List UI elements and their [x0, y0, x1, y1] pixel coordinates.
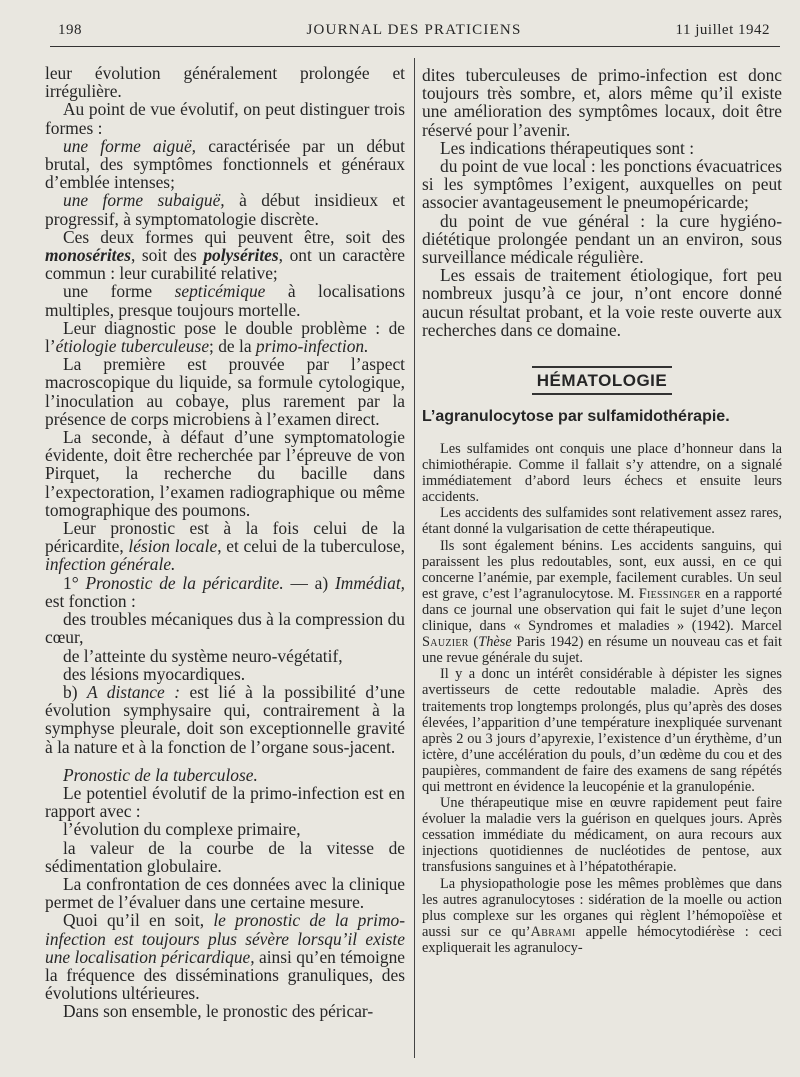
text: caractérisée par un début brutal, des symptômes fonctionnels et généraux d’emblée intenses; [45, 135, 405, 193]
author-name: Abrami [530, 923, 576, 940]
paragraph [422, 876, 782, 956]
text: à début insidieux et progressif, à symptomatologie discrète. [45, 190, 405, 229]
paragraph [45, 282, 405, 318]
author-name: Fiessinger [638, 585, 701, 602]
paragraph: de l’atteinte du système neuro-végétatif, [63, 645, 343, 666]
text: ainsi qu’en témoigne la fréquence des disséminations granuliques, des évolutions ultérieures. [45, 946, 405, 1004]
text: Leur pronostic est à la fois celui de la péricardite, [45, 518, 405, 557]
author-name: Sauzier [422, 634, 469, 651]
paragraph [45, 911, 405, 1002]
italic-text: Immédiat, [334, 572, 405, 593]
text: appelle hémocytodiérèse : ceci expliquerait les agranulocy- [422, 923, 783, 956]
italic-text: polysérites [203, 245, 279, 266]
text: ; de la [209, 336, 256, 357]
text: Leur diagnostic pose le double problème : de l’ [45, 317, 405, 357]
article-body [422, 441, 782, 956]
paragraph: des lésions myocardiques. [63, 663, 246, 684]
text: ( [468, 634, 479, 651]
italic-text: étiologie tuberculeuse [55, 336, 210, 357]
paragraph [422, 538, 782, 667]
paragraph [45, 228, 405, 283]
paragraph [45, 137, 405, 192]
italic-text: primo-infection. [255, 336, 369, 357]
paragraph: du point de vue local : les ponctions évacuatrices si les symptômes l’exigent, auxquelles on peut associer avantageusement le pneumopéricarde; [422, 156, 782, 213]
section-heading [422, 366, 782, 395]
issue-date: 11 juillet 1942 [675, 22, 770, 38]
text: en a rapporté dans ce journal une observation qui fait le sujet d’une leçon clinique, dans « Syndromes et maladies » (1942). Marcel [422, 585, 782, 635]
italic-text: Thèse [478, 634, 512, 651]
italic-text: le pronostic de la primo-infection est toujours plus sévère lorsqu’il existe une localisation péricardique, [45, 910, 405, 967]
italic-text: une forme subaiguë, [63, 190, 225, 211]
text: — a) [283, 572, 335, 593]
right-column-top [422, 66, 782, 339]
running-header [58, 22, 770, 44]
paragraph: la valeur de la courbe de la vitesse de sédimentation globulaire. [45, 837, 405, 876]
italic-text: infection générale. [45, 554, 176, 575]
text: une forme [63, 281, 175, 302]
paragraph [45, 574, 405, 610]
paragraph: Il y a donc un intérêt considérable à dépister les signes avertisseurs de cette redoutable maladie. Après des traitements trop longtemps prolongés, plus qu’après des doses élevées, l’apparition d’une température inexpliquée survenant après 2 ou 3 jours d’apyrexie, l’existence d’un érythème, d’un ictère, d’une accélération du pouls, d’un œdème du cou et des paupières, commandent de faire des examens de sang répétés qui mettront en évidence la leucopénie et la granulopénie. [422, 666, 782, 795]
section-title: HÉMATOLOGIE [536, 371, 668, 390]
paragraph: Une thérapeutique mise en œuvre rapidement peut faire évoluer la maladie vers la guérison en quelques jours. Après cessation immédiate du médicament, on aura recours aux injections quotidiennes de nucléotides de pentose, aux transfusions sanguines et à l’hépatothérapie. [422, 795, 782, 876]
paragraph [45, 191, 405, 227]
paragraph: Le potentiel évolutif de la primo-infection est en rapport avec : [45, 782, 405, 822]
paragraph: La première est prouvée par l’aspect macroscopique du liquide, sa formule cytologique, l’inoculation au cobaye, plus rarement par la présence de corps microbiens à l’examen direct. [45, 354, 405, 429]
paragraph: Dans son ensemble, le pronostic des péricar- [63, 1001, 374, 1022]
paragraph: Les essais de traitement étiologique, fort peu nombreux jusqu’à ce jour, n’ont encore donné aucun résultat probant, et la voie reste ouverte aux recherches dans ce domaine. [422, 265, 782, 340]
paragraph: dites tuberculeuses de primo-infection est donc toujours très sombre, et, alors même qu’il existe une amélioration des symptômes locaux, doit être réservé pour l’avenir. [422, 65, 782, 140]
text: b) [63, 681, 87, 702]
text: La physiopathologie pose les mêmes problèmes que dans les autres agranulocytoses : sidération de la moelle ou action plus complexe sur les organes qui règlent l’hémopoïèse et aussi sur ce qu’ [422, 875, 782, 940]
paragraph [45, 683, 405, 756]
paragraph: l’évolution du complexe primaire, [63, 819, 301, 840]
italic-text: une forme aiguë, [63, 135, 197, 156]
text: , soit des [131, 245, 204, 266]
text: Quoi qu’il en soit, [63, 910, 214, 931]
italic-text: septicémique [174, 281, 266, 302]
italic-text: monosérites [45, 245, 131, 266]
article-title: L’agranulocytose par sulfamidothérapie. [422, 408, 730, 425]
section-rule-bottom [532, 393, 672, 395]
left-column [45, 64, 405, 1021]
header-rule [50, 46, 780, 47]
paragraph: Au point de vue évolutif, on peut distinguer trois formes : [45, 99, 405, 138]
paragraph: Les accidents des sulfamides sont relativement assez rares, étant donné la vulgarisation de cette thérapeutique. [422, 505, 782, 538]
journal-title: JOURNAL DES PRATICIENS [306, 22, 522, 38]
text: à localisations multiples, presque toujours mortelle. [45, 281, 405, 320]
text: Ils sont également bénins. Les accidents sanguins, qui paraissent les plus redoutables, sont, eux aussi, en ce qui concerne l’anémie, par exemple, facilement curables. Un seul est grave, c’est l’agranulocytose. M. [422, 537, 782, 602]
italic-text: Pronostic de la tuberculose. [63, 764, 258, 785]
italic-text: lésion locale [128, 536, 218, 557]
section-rule-top [532, 366, 672, 368]
text: , ont un caractère commun : leur curabilité relative; [45, 245, 406, 284]
paragraph: Les sulfamides ont conquis une place d’honneur dans la chimiothérapie. Comme il fallait s’y attendre, on a signalé immédiatement d’abord leurs échecs et ensuite leurs accidents. [422, 441, 782, 506]
paragraph [45, 519, 405, 574]
text: est fonction : [45, 590, 136, 611]
text: Paris 1942) en résume un nouveau cas et fait une revue générale du sujet. [422, 634, 782, 667]
column-divider [414, 58, 415, 1058]
subheading [45, 766, 405, 784]
paragraph: Les indications thérapeutiques sont : [440, 137, 695, 158]
paragraph: La seconde, à défaut d’une symptomatologie évidente, doit être recherchée par l’épreuve de von Pirquet, la recherche du bacille dans l’expectoration, l’examen radiographique ou même tomographique des poumons. [45, 427, 405, 520]
text: Ces deux formes qui peuvent être, soit des [63, 226, 405, 247]
paragraph [45, 319, 405, 355]
paragraph: La confrontation de ces données avec la clinique permet de l’évaluer dans une certaine mesure. [45, 873, 405, 913]
page-number: 198 [58, 22, 82, 38]
text: , et celui de la tuberculose, [217, 536, 405, 557]
paragraph: des troubles mécaniques dus à la compression du cœur, [45, 609, 405, 648]
italic-text: Pronostic de la péricardite. [85, 572, 284, 593]
paragraph: leur évolution généralement prolongée et irrégulière. [45, 63, 405, 102]
text: est lié à la possibilité d’une évolution symphysaire qui, contrairement à la symphyse pleurale, doit son exceptionnelle gravité à la nature et à la fonction de l’organe sous-jacent. [45, 681, 405, 757]
italic-text: A distance : [86, 681, 181, 702]
paragraph: du point de vue général : la cure hygiéno-diététique prolongée pendant un an environ, sous surveillance médicale régulière. [422, 210, 782, 268]
text: 1° [63, 572, 86, 593]
